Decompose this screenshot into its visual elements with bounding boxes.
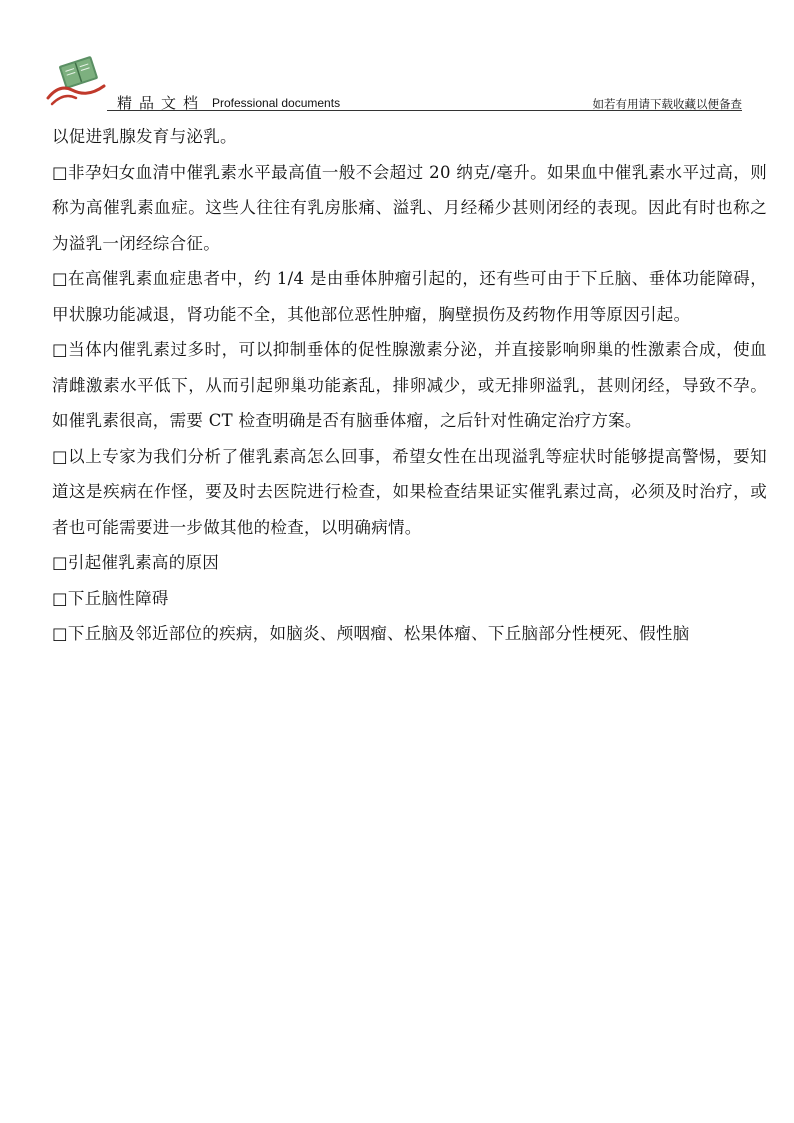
paragraph: □下丘脑性障碍 xyxy=(52,588,169,608)
header-divider xyxy=(107,110,742,111)
paragraph: □非孕妇女血清中催乳素水平最高值一般不会超过 20 纳克/毫升。如果血中催乳素水平过高，则称为高催乳素血症。这些人往往有乳房胀痛、溢乳、月经稀少甚则闭经的表现。因此有时也称之为溢乳一闭经综合征。 xyxy=(52,162,767,253)
book-logo-icon xyxy=(46,52,108,108)
document-body xyxy=(52,119,767,652)
header-note: 如若有用请下载收藏以便备查 xyxy=(592,97,742,111)
paragraph: □引起催乳素高的原因 xyxy=(52,553,220,572)
paragraph: □以上专家为我们分析了催乳素高怎么回事，希望女性在出现溢乳等症状时能够提高警惕，要知道这是疾病在作怪，要及时去医院进行检查，如果检查结果证实催乳素过高，必须及时治疗，或者也可能需要进一步做其他的检查，以明确病情。 xyxy=(52,446,767,537)
page-header xyxy=(0,0,794,112)
brand-title: 精品文档 xyxy=(117,94,206,112)
brand-subtitle: Professional documents xyxy=(212,96,341,110)
paragraph: □当体内催乳素过多时，可以抑制垂体的促性腺激素分泌，并直接影响卵巢的性激素合成，使血清雌激素水平低下，从而引起卵巢功能紊乱，排卵减少，或无排卵溢乳，甚则闭经，导致不孕。如催乳素很高，需要 CT 检查明确是否有脑垂体瘤，之后针对性确定治疗方案。 xyxy=(52,340,767,430)
paragraph: □在高催乳素血症患者中，约 1/4 是由垂体肿瘤引起的，还有些可由于下丘脑、垂体功能障碍，甲状腺功能减退，肾功能不全，其他部位恶性肿瘤，胸壁损伤及药物作用等原因引起。 xyxy=(52,269,767,324)
paragraph: 以促进乳腺发育与泌乳。 xyxy=(52,127,237,146)
paragraph: □下丘脑及邻近部位的疾病，如脑炎、颅咽瘤、松果体瘤、下丘脑部分性梗死、假性脑 xyxy=(52,624,690,643)
